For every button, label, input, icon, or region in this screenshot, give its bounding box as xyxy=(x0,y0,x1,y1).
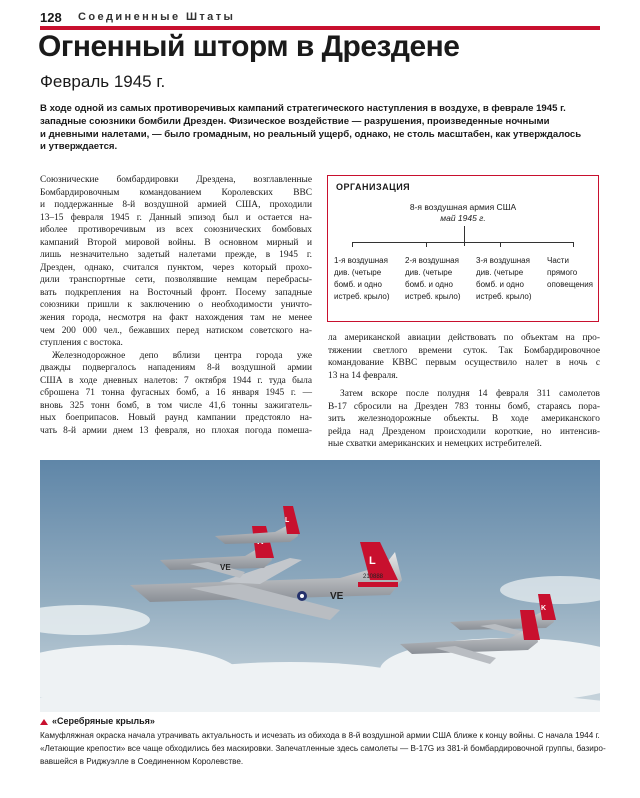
tail-letter: K xyxy=(541,605,547,612)
org-unit-line: истреб. крыло) xyxy=(476,292,532,301)
org-unit-line: оповещения xyxy=(547,280,593,289)
text-line: и поддержанные 8-й воздушной армией США, проходили xyxy=(40,200,312,211)
text-line: B-17 сбросили на Дрезден 783 тонны бомб, стараясь пора- xyxy=(328,401,600,412)
caption-marker-icon xyxy=(40,719,48,725)
tail-letter: L xyxy=(285,517,290,524)
org-unit-line: бомб. и одно xyxy=(476,280,524,289)
text-line: лишь незначительно задетый налетами прежде, в 1945 г. xyxy=(40,250,312,261)
serial-number: 210888 xyxy=(363,574,384,580)
page-number: 128 xyxy=(40,10,62,25)
org-unit-line: истреб. крыло) xyxy=(334,292,390,301)
text-column-right xyxy=(328,332,600,451)
org-unit-1 xyxy=(334,255,400,303)
org-unit-line: бомб. и одно xyxy=(334,280,382,289)
text-line: дили транспортные сети, позволявшие немцам перебрасы- xyxy=(40,275,312,286)
lead-line: и утверждается. xyxy=(40,141,118,153)
org-unit-2 xyxy=(405,255,471,303)
article-subtitle: Февраль 1945 г. xyxy=(40,72,166,91)
text-line: 13–15 февраля 1945 г. Данный эпизод был и остается на- xyxy=(40,212,312,223)
photo-illustration xyxy=(40,460,600,712)
org-tick xyxy=(500,242,501,247)
text-line: рейда над Дрезденом происходили короткие, но интенсив- xyxy=(328,426,600,437)
org-connector xyxy=(464,226,465,246)
org-unit-line: див. (четыре xyxy=(334,268,382,277)
org-tick xyxy=(426,242,427,247)
text-line: кампаний Второй мировой войны. В основном мирный и xyxy=(40,237,312,248)
org-unit-line: 1-я воздушная xyxy=(334,256,388,265)
organization-box xyxy=(327,175,599,322)
text-line: вать подкрепления на Восточный фронт. Посему западные xyxy=(40,287,312,298)
text-column-left xyxy=(40,174,312,437)
org-unit-3 xyxy=(476,255,542,303)
text-line: ла американской авиации действовать по объектам на про- xyxy=(328,333,600,343)
org-unit-line: 3-я воздушная xyxy=(476,256,530,265)
text-line: Затем вскоре после полудня 14 февраля 311 самолетов xyxy=(340,389,600,400)
text-line: вновь 325 тонн бомб, в том числе 41,6 тонны зажигатель- xyxy=(40,400,312,411)
paragraph xyxy=(328,388,600,451)
squadron-code: VE xyxy=(220,563,231,572)
b17-formation-photo xyxy=(40,460,600,712)
org-unit-line: бомб. и одно xyxy=(405,280,453,289)
text-line: Железнодорожное депо вблизи центра города уже xyxy=(52,350,312,361)
text-line: 13 на 14 февраля. xyxy=(328,370,398,381)
org-unit-line: Части xyxy=(547,256,569,265)
text-line: чем 200 000 чел., бежавших перед натиском советского на- xyxy=(40,325,312,336)
caption-title: «Серебряные крылья» xyxy=(52,716,155,726)
org-unit-line: див. (четыре xyxy=(405,268,453,277)
text-line: жения города, несмотря на факт нахождения там не менее xyxy=(40,313,312,324)
paragraph xyxy=(40,174,312,350)
photo-caption xyxy=(40,729,604,768)
text-line: чать 8-й армии днем 13 февраля, но плохая погода помеша- xyxy=(40,425,312,436)
text-line: США в ходе дневных налетов: 7 октября 1944 г. туда была xyxy=(40,375,312,386)
text-line: ных боеприпасов. Новый раунд кампании предстояло на- xyxy=(40,413,312,424)
org-unit-line: див. (четыре xyxy=(476,268,524,277)
text-line: сброшена 71 тонна фугасных бомб, а 16 января 1945 г. — xyxy=(40,388,312,399)
squadron-code: VE xyxy=(330,591,344,602)
text-line: командование КВВС первым осуществило налет в ночь с xyxy=(328,358,600,369)
org-unit-line: истреб. крыло) xyxy=(405,292,461,301)
text-line: ступления с востока. xyxy=(40,338,123,349)
text-line: зить железнодорожные объекты. В ходе американского xyxy=(328,414,600,425)
text-line: иболее противоречивым из всех союзнических бомбовых xyxy=(40,225,312,236)
section-title: Соединенные Штаты xyxy=(78,11,236,23)
lead-line: западные союзники бомбили Дрезден. Физическое воздействие — разрушения, произведенные ночными xyxy=(40,115,550,127)
org-unit-4 xyxy=(547,255,613,291)
org-connector xyxy=(352,242,574,243)
text-line: Дрезден, однако, считался пунктом, через который прохо- xyxy=(40,262,312,273)
caption-line: «Летающие крепости» все чаще обходились без маскировки. Запечатленные здесь самолеты — B-17G из 381-й бомбардировочной группы, базиро- xyxy=(40,744,606,753)
text-line: тяжении светлого времени суток. Так Бомбардировочное xyxy=(328,345,600,356)
text-line: ные схватки американских и немецких истребителей. xyxy=(328,439,542,450)
tail-letter: L xyxy=(369,555,376,567)
text-line: Бомбардировочным командованием Королевских ВВС xyxy=(40,187,312,198)
org-tick xyxy=(573,242,574,247)
text-line: дважды подвергалось нападениям 8-й воздушной армии xyxy=(40,363,312,374)
caption-line: Камуфляжная окраска начала утрачивать актуальность и исчезать из обихода в 8-й воздушной армии США ближе к концу войны. С начала 1944 г. xyxy=(40,731,600,740)
paragraph xyxy=(328,332,600,382)
paragraph xyxy=(40,350,312,438)
article-title: Огненный шторм в Дрездене xyxy=(38,30,460,63)
org-top-unit: 8-я воздушная армия США xyxy=(409,202,517,212)
org-tick xyxy=(352,242,353,247)
text-line: Союзнические бомбардировки Дрездена, возглавленные xyxy=(40,175,312,185)
lead-line: В ходе одной из самых противоречивых кампаний стратегического наступления в воздухе, в феврале 1945 г. xyxy=(40,103,566,114)
text-line: союзники пришли к заключению о необходимости уничто- xyxy=(40,300,312,311)
org-unit-line: 2-я воздушная xyxy=(405,256,459,265)
lead-line: и дневными налетами, — было громадным, но реальный ущерб, однако, не столь масштабен, как утверждалось xyxy=(40,128,582,140)
lead-paragraph xyxy=(40,103,600,154)
org-unit-line: прямого xyxy=(547,268,578,277)
org-top-date: май 1945 г. xyxy=(440,213,486,223)
page-header xyxy=(40,8,600,28)
caption-line: вавшейся в Риджуэлле в Соединенном Королевстве. xyxy=(40,757,244,766)
org-label: ОРГАНИЗАЦИЯ xyxy=(336,182,411,192)
